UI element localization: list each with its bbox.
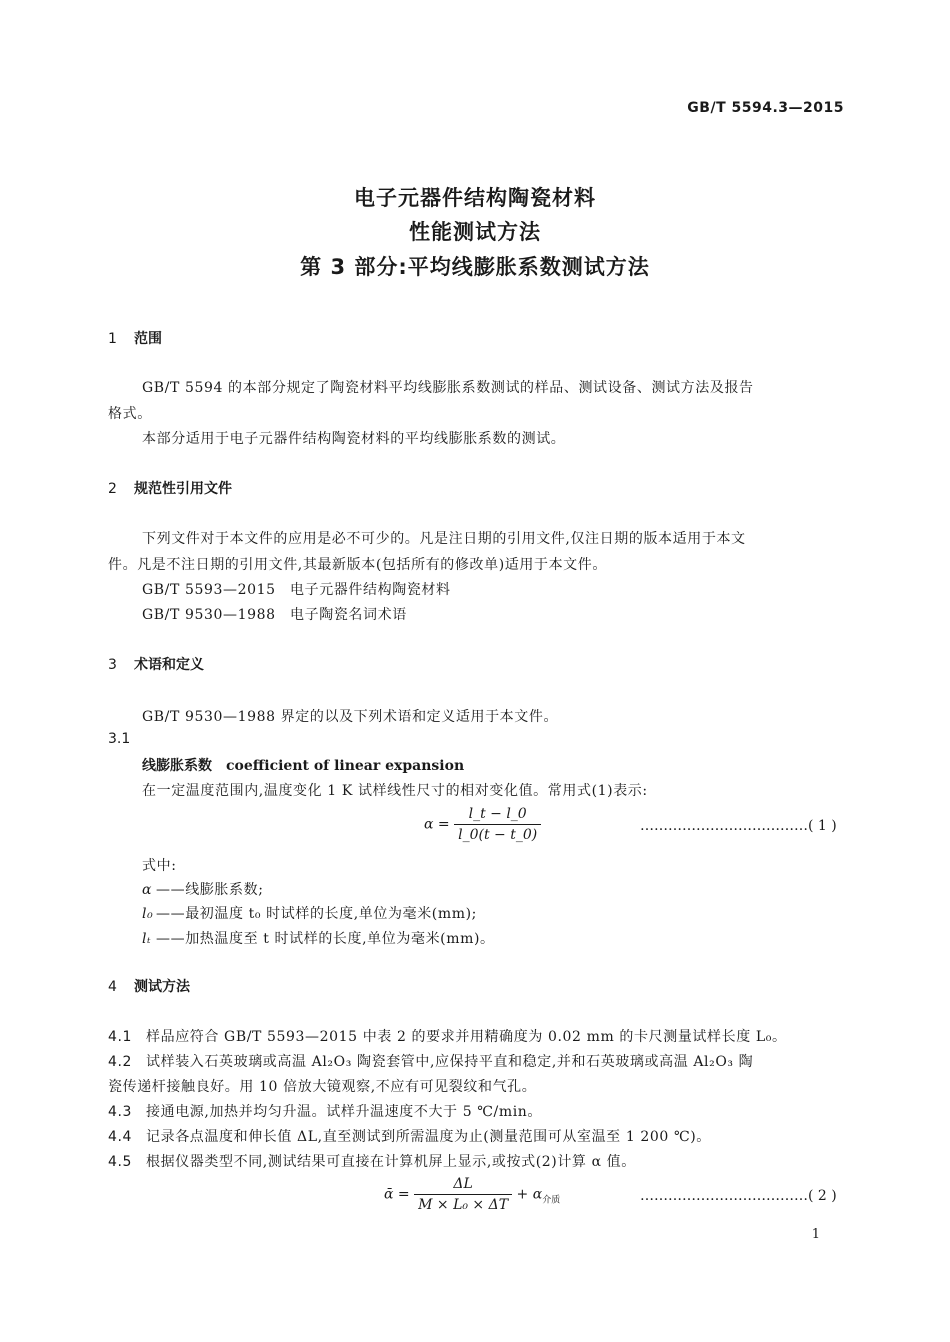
where-label: 式中: [142, 858, 177, 874]
title-line-1: 电子元器件结构陶瓷材料 [354, 186, 596, 210]
section-title: 测试方法 [134, 979, 190, 995]
variable-symbol: α [142, 882, 153, 898]
definition: 在一定温度范围内,温度变化 1 K 试样线性尺寸的相对变化值。常用式(1)表示: [142, 783, 648, 799]
clause-item [108, 1151, 636, 1171]
clause-item [108, 1051, 753, 1071]
clause-text: 试样装入石英玻璃或高温 Al₂O₃ 陶瓷套管中,应保持平直和稳定,并和石英玻璃或高温 Al₂O₃ 陶 [146, 1054, 754, 1070]
reference-title: 电子元器件结构陶瓷材料 [290, 582, 451, 598]
formula-1 [424, 806, 541, 843]
formula-leader [640, 1188, 837, 1204]
formula-denominator: l_0(t − t_0) [458, 827, 538, 843]
variable-desc: 加热温度至 t 时试样的长度,单位为毫米(mm)。 [185, 931, 495, 947]
formula-tail-subscript: 介质 [542, 1195, 561, 1206]
section-number: 3 [108, 657, 117, 673]
section-title: 范围 [134, 331, 162, 347]
section-2-heading [108, 478, 232, 498]
reference-code: GB/T 5593—2015 [142, 582, 276, 598]
clause-number: 4.3 [108, 1104, 133, 1120]
clause-text: 根据仪器类型不同,测试结果可直接在计算机屏上显示,或按式(2)计算 α 值。 [146, 1154, 636, 1170]
paragraph: GB/T 5594 的本部分规定了陶瓷材料平均线膨胀系数测试的样品、测试设备、测试方法及报告 [142, 380, 754, 396]
clause-number: 4.1 [108, 1029, 133, 1045]
formula-leader [640, 818, 837, 834]
paragraph: GB/T 9530—1988 界定的以及下列术语和定义适用于本文件。 [142, 709, 559, 725]
formula-lhs: α [424, 816, 434, 833]
section-3-heading [108, 654, 204, 674]
formula-number: ( 1 ) [808, 818, 837, 834]
formula-2 [384, 1176, 560, 1213]
clause-text: 样品应符合 GB/T 5593—2015 中表 2 的要求并用精确度为 0.02 mm 的卡尺测量试样长度 L₀。 [146, 1029, 787, 1045]
section-number: 2 [108, 481, 117, 497]
section-number: 1 [108, 331, 117, 347]
reference-item [142, 579, 451, 599]
section-number: 4 [108, 979, 117, 995]
formula-lhs: ᾱ [384, 1186, 394, 1203]
formula-equals: = [397, 1186, 410, 1203]
section-title: 术语和定义 [134, 657, 204, 673]
leader-dots: ……………………………… [640, 1188, 808, 1204]
leader-dots: ……………………………… [640, 818, 808, 834]
term-english: coefficient of linear expansion [226, 758, 465, 774]
paragraph: 本部分适用于电子元器件结构陶瓷材料的平均线膨胀系数的测试。 [142, 431, 566, 447]
variable-definition [142, 928, 495, 948]
clause-number: 4.5 [108, 1154, 133, 1170]
formula-denominator: M × L₀ × ΔT [418, 1197, 509, 1213]
term-entry [142, 755, 464, 775]
variable-definition [142, 903, 477, 923]
variable-dash: —— [156, 931, 186, 947]
section-1-heading [108, 328, 162, 348]
reference-title: 电子陶瓷名词术语 [290, 607, 407, 623]
clause-text: 接通电源,加热并均匀升温。试样升温速度不大于 5 ℃/min。 [146, 1104, 543, 1120]
reference-code: GB/T 9530—1988 [142, 607, 276, 623]
reference-item [142, 604, 407, 624]
formula-fraction [414, 1176, 512, 1213]
formula-equals: = [437, 816, 450, 833]
formula-tail: α [532, 1186, 543, 1203]
clause-item [108, 1026, 787, 1046]
formula-number: ( 2 ) [808, 1188, 837, 1204]
clause-item [108, 1101, 542, 1121]
title-line-3: 第 3 部分:平均线膨胀系数测试方法 [300, 255, 650, 279]
paragraph: 下列文件对于本文件的应用是必不可少的。凡是注日期的引用文件,仅注日期的版本适用于本文 [142, 531, 746, 547]
clause-number: 4.2 [108, 1054, 133, 1070]
variable-dash: —— [156, 882, 186, 898]
variable-dash: —— [156, 906, 186, 922]
standard-code: GB/T 5594.3—2015 [687, 100, 844, 116]
variable-symbol: lₜ [142, 931, 152, 947]
formula-numerator: ΔL [414, 1176, 512, 1195]
term-chinese: 线膨胀系数 [142, 758, 212, 774]
subclause-number: 3.1 [108, 731, 131, 747]
paragraph: 件。凡是不注日期的引用文件,其最新版本(包括所有的修改单)适用于本文件。 [108, 557, 607, 573]
title-line-2: 性能测试方法 [409, 220, 541, 244]
variable-desc: 最初温度 t₀ 时试样的长度,单位为毫米(mm); [185, 906, 477, 922]
section-title: 规范性引用文件 [134, 481, 232, 497]
page-number: 1 [811, 1227, 820, 1242]
clause-number: 4.4 [108, 1129, 133, 1145]
formula-plus: + [516, 1186, 529, 1203]
clause-text: 记录各点温度和伸长值 ΔL,直至测试到所需温度为止(测量范围可从室温至 1 200 ℃)。 [146, 1129, 711, 1145]
variable-symbol: l₀ [142, 906, 154, 922]
section-4-heading [108, 976, 190, 996]
formula-fraction [454, 806, 541, 843]
clause-item [108, 1126, 711, 1146]
variable-definition [142, 879, 264, 899]
variable-desc: 线膨胀系数; [185, 882, 264, 898]
clause-continuation: 瓷传递杆接触良好。用 10 倍放大镜观察,不应有可见裂纹和气孔。 [108, 1079, 537, 1095]
paragraph: 格式。 [108, 406, 152, 422]
formula-numerator: l_t − l_0 [454, 806, 541, 825]
